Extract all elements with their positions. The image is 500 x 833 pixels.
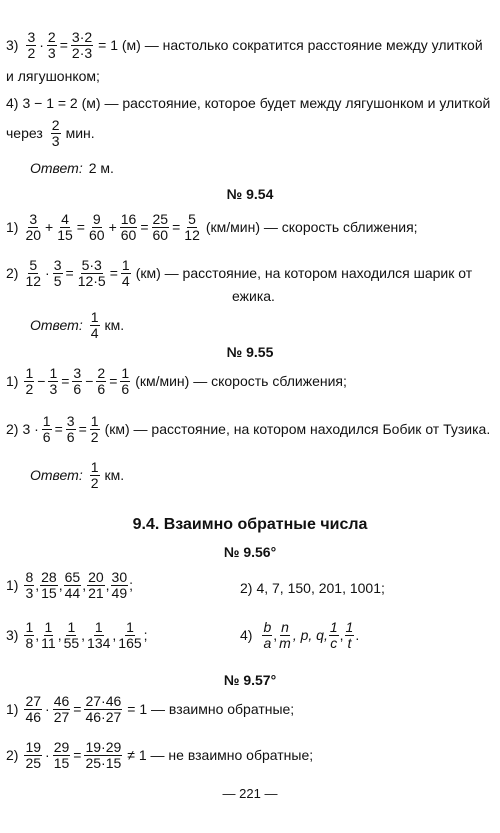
answer-line: Ответ: $\frac{1}{4}$ км. bbox=[30, 309, 125, 341]
solution-line: 2) 4, 7, 150, 201, 1001; bbox=[240, 580, 385, 596]
solution-line: 2) 3 · $\frac{1}{6}$ = $\frac{3}{6}$ = $\frac{1}{2}$ (км) — расстояние, на котором находился Бобик от Тузика. bbox=[6, 413, 491, 445]
fraction: $\frac{3}{2}$ bbox=[27, 29, 36, 61]
solution-line-4 bbox=[6, 95, 490, 111]
answer-label: Ответ: bbox=[30, 160, 83, 176]
problem-number: № 9.57° bbox=[223, 672, 277, 688]
item-label: 3) bbox=[6, 37, 19, 54]
problem-number: № 9.54 bbox=[226, 186, 274, 202]
section-heading: 9.4. Взаимно обратные числа bbox=[132, 516, 368, 533]
fraction: $\frac{3\cdot 2}{2\cdot 3}$ bbox=[71, 29, 93, 61]
answer-line: Ответ: $\frac{1}{2}$ км. bbox=[30, 459, 125, 491]
solution-line: 3) $\frac{1}{8}$ , $\frac{1}{11}$ , $\frac{1}{55}$ , $\frac{1}{134}$ , $\frac{1}{165}$ ; bbox=[6, 619, 148, 651]
fraction: $\frac{2}{3}$ bbox=[51, 117, 60, 149]
solution-text: 3 − 1 = 2 (м) — расстояние, которое будет между лягушонком и улиткой bbox=[22, 95, 491, 111]
fraction: $\frac{2}{3}$ bbox=[47, 29, 56, 61]
solution-line: 1) $\frac{1}{2}$ − $\frac{1}{3}$ = $\frac{3}{6}$ − $\frac{2}{6}$ = $\frac{1}{6}$ (км/мин) — скорость сближения; bbox=[6, 365, 347, 397]
solution-line: 1) $\frac{8}{3}$ , $\frac{28}{15}$ , $\frac{65}{44}$ , $\frac{20}{21}$ , $\frac{30}{49}$ ; bbox=[6, 569, 134, 601]
problem-number: № 9.56° bbox=[223, 544, 277, 560]
solution-line: 1) $\frac{27}{46}$ · $\frac{46}{27}$ = $\frac{27\cdot 46}{46\cdot 27}$ = 1 — взаимно обратные; bbox=[6, 693, 295, 725]
problem-number: № 9.55 bbox=[226, 344, 274, 360]
solution-continuation: ежика. bbox=[232, 288, 275, 304]
solution-line: 2) $\frac{5}{12}$ · $\frac{3}{5}$ = $\frac{5\cdot 3}{12\cdot 5}$ = $\frac{1}{4}$ (км) — расстояние, на котором находился шарик от bbox=[6, 257, 473, 289]
page-number: — 221 — bbox=[222, 786, 278, 801]
solution-line: 2) $\frac{19}{25}$ · $\frac{29}{15}$ = $\frac{19\cdot 29}{25\cdot 15}$ ≠ 1 — не взаимно обратные; bbox=[6, 739, 314, 771]
solution-line: 4) $\frac{b}{a}$ , $\frac{n}{m}$ , p, q, $\frac{1}{c}$ , $\frac{1}{t}$ . bbox=[240, 619, 360, 651]
item-label: 4) bbox=[6, 95, 19, 111]
solution-line-3: 3) $\frac{3}{2}$ · $\frac{2}{3}$ = $\frac{3\cdot 2}{2\cdot 3}$ = 1 (м) — настолько сократится расстояние между улиткой bbox=[6, 29, 483, 61]
solution-line: 1) $\frac{3}{20}$ + $\frac{4}{15}$ = $\frac{9}{60}$ + $\frac{16}{60}$ = $\frac{25}{60}$ = $\frac{5}{12}$ (км/мин) — скорость сближения; bbox=[6, 211, 418, 243]
solution-continuation: и лягушонком; bbox=[6, 68, 100, 84]
answer-line: Ответ: 2 м. bbox=[30, 160, 114, 176]
solution-line-4-cont: через $\frac{2}{3}$ мин. bbox=[6, 117, 95, 149]
solution-text: = 1 (м) — настолько сократится расстояние между улиткой bbox=[98, 37, 483, 54]
